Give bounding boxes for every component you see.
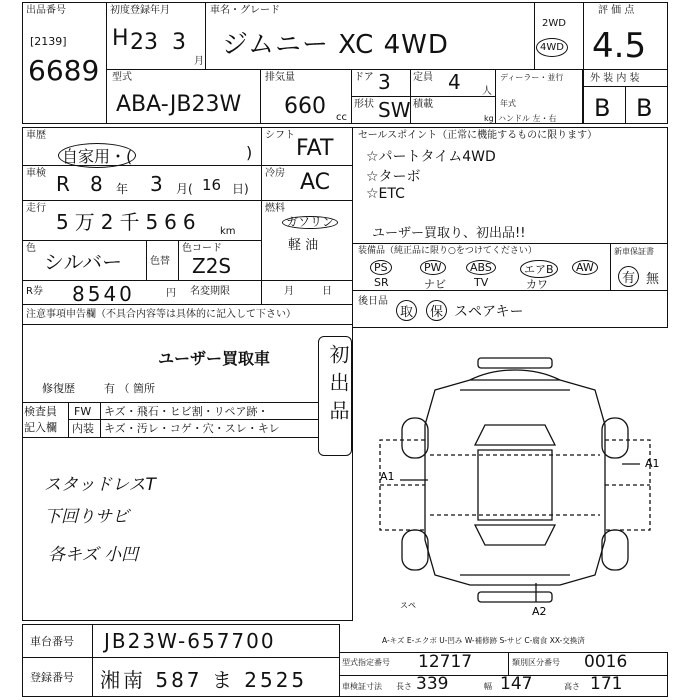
mileage-value: 5万2千566 bbox=[56, 210, 202, 234]
name-change-day: 日 bbox=[322, 286, 332, 297]
drive-4wd-text: 4WD bbox=[540, 42, 564, 53]
color-code-value: Z2S bbox=[192, 254, 232, 278]
drive-4wd bbox=[536, 38, 568, 57]
length-value: 339 bbox=[416, 674, 449, 694]
lot-label: 出品番号 bbox=[26, 5, 66, 16]
mileage-label: 走行 bbox=[26, 203, 46, 214]
inspection-era: R bbox=[56, 172, 72, 196]
grade-label: 評 価 点 bbox=[598, 5, 635, 16]
inspection-label: 車検 bbox=[26, 168, 46, 179]
first-reg-month: 3 bbox=[172, 30, 186, 55]
interior-items: キズ・汚レ・コゲ・穴・スレ・キレ bbox=[104, 422, 280, 435]
history-value bbox=[58, 143, 136, 168]
first-reg-label: 初度登録年月 bbox=[110, 5, 170, 16]
fw-items: キズ・飛石・ヒビ割・リペア跡・ bbox=[104, 405, 269, 418]
type-designation-value: 12717 bbox=[418, 652, 473, 672]
equip-tv: TV bbox=[474, 276, 489, 289]
inspector-label-2: 記入欄 bbox=[24, 421, 57, 434]
cooler-label: 冷房 bbox=[265, 168, 285, 179]
fuel-diesel: 軽 油 bbox=[288, 238, 319, 253]
fw-label: FW bbox=[74, 405, 92, 418]
equip-abs bbox=[466, 260, 496, 275]
first-reg-month-unit: 月 bbox=[194, 56, 204, 67]
inspection-month-unit: 月( bbox=[176, 182, 193, 196]
color-value: シルバー bbox=[44, 250, 123, 274]
sales-point-item-3: ☆ETC bbox=[366, 186, 405, 202]
inspection-month: 3 bbox=[150, 172, 165, 196]
height-value: 171 bbox=[590, 674, 623, 694]
equip-airbag-text: エアB bbox=[520, 260, 558, 278]
inspection-year: 8 bbox=[90, 172, 105, 196]
type-designation-label: 型式指定番号 bbox=[342, 658, 390, 667]
warranty-no: 無 bbox=[646, 272, 660, 287]
repair-value: 有 （ 箇所 bbox=[104, 382, 155, 395]
lot-number: 6689 bbox=[28, 54, 100, 87]
length-label: 長さ bbox=[396, 682, 412, 691]
height-label: 高さ bbox=[564, 682, 580, 691]
sales-point-note: ユーザー買取り、初出品!! bbox=[372, 226, 526, 241]
reg-label: 登録番号 bbox=[30, 671, 74, 684]
model-value: ABA-JB23W bbox=[116, 92, 242, 117]
accessory-item-1 bbox=[396, 300, 417, 321]
diagram-label-a2: A2 bbox=[532, 605, 547, 618]
shift-label: シフト bbox=[265, 130, 295, 141]
capacity-label: 定員 bbox=[413, 72, 433, 83]
shape-value: SW bbox=[378, 98, 411, 122]
warranty-label: 新車保証書 bbox=[614, 247, 654, 256]
equip-abs-text: ABS bbox=[466, 260, 496, 275]
diagram-label-a1-left: A1 bbox=[380, 470, 395, 483]
equip-ps bbox=[370, 260, 392, 275]
equip-navi: ナビ bbox=[424, 278, 446, 291]
notes-title: 注意事項申告欄（不具合内容等は具体的に記入して下さい） bbox=[26, 309, 296, 320]
color-code-label: 色コード bbox=[182, 243, 222, 254]
history-private: 自家用・( bbox=[58, 143, 136, 168]
ext-grade: B bbox=[594, 94, 611, 122]
handle-label: ハンドル 左・右 bbox=[498, 114, 557, 123]
reg-value: 湘南 587 ま 2525 bbox=[100, 668, 308, 692]
equip-sr: SR bbox=[374, 276, 389, 289]
model-label: 型式 bbox=[112, 72, 132, 83]
person-unit: 人 bbox=[482, 86, 492, 97]
load-label: 積載 bbox=[413, 99, 433, 110]
inspection-year-unit: 年 bbox=[116, 182, 129, 196]
shape-label: 形状 bbox=[354, 99, 374, 110]
equip-leather: カワ bbox=[526, 278, 548, 291]
sales-point-title: セールスポイント（正常に機能するものに限ります） bbox=[358, 130, 598, 141]
handwritten-note-1: スタッドレスT bbox=[44, 475, 156, 495]
inspector-label-1: 検査員 bbox=[24, 405, 57, 418]
width-label: 幅 bbox=[484, 682, 492, 691]
equip-pw-text: PW bbox=[420, 260, 446, 275]
accessory-item-2 bbox=[426, 300, 447, 321]
diagram-label-a1-right: A1 bbox=[645, 457, 660, 470]
warranty-yes bbox=[618, 266, 639, 287]
year-label: 年式 bbox=[500, 99, 516, 108]
repaint-label: 色替 bbox=[150, 256, 170, 267]
inspection-day: 16 bbox=[202, 176, 222, 194]
first-reg-year: 23 bbox=[130, 30, 158, 55]
class-label: 類別区分番号 bbox=[512, 658, 560, 667]
fuel-gasoline-text: ガソリン bbox=[282, 216, 338, 229]
width-value: 147 bbox=[500, 674, 533, 694]
yen-unit: 円 bbox=[166, 288, 176, 299]
repair-label: 修復歴 bbox=[42, 382, 75, 395]
accessory-item-1-text: 取 bbox=[396, 300, 417, 321]
vehicle-size-label: 車検証寸法 bbox=[342, 682, 382, 691]
accessories-label: 後日品 bbox=[358, 296, 388, 307]
equipment-title: 装備品（純正品に限り○をつけてください） bbox=[358, 246, 537, 256]
chassis-label: 車台番号 bbox=[30, 635, 74, 648]
warranty-yes-text: 有 bbox=[618, 266, 639, 287]
notes-main-text: ユーザー買取車 bbox=[158, 349, 271, 368]
handwritten-note-3: 各キズ 小凹 bbox=[48, 545, 139, 565]
history-label: 車歴 bbox=[26, 130, 46, 141]
doors-label: ドア bbox=[354, 72, 374, 83]
equip-ps-text: PS bbox=[370, 260, 392, 275]
name-change-label: 名変期限 bbox=[190, 286, 230, 297]
drive-2wd: 2WD bbox=[542, 18, 566, 29]
equip-aw bbox=[572, 260, 598, 275]
history-close: ) bbox=[246, 143, 253, 162]
cooler-value: AC bbox=[300, 170, 331, 195]
capacity-value: 4 bbox=[448, 70, 461, 94]
equip-aw-text: AW bbox=[572, 260, 598, 275]
grade-value: 4.5 bbox=[592, 26, 647, 66]
equip-pw bbox=[420, 260, 446, 275]
car-name-label: 車名・グレード bbox=[210, 5, 280, 16]
accessory-item-2-text: 保 bbox=[426, 300, 447, 321]
drive-cell bbox=[534, 2, 584, 70]
first-listing-text: 初出品 bbox=[326, 344, 350, 428]
dealer-label: ディーラー・並行 bbox=[500, 73, 564, 82]
car-name-value: ジムニー XC 4WD bbox=[222, 30, 449, 60]
diagram-label-front: スペ bbox=[400, 601, 416, 610]
diagram-legend: A-キズ E-エクボ U-凹み W-補修跡 S-サビ C-腐食 XX-交換済 bbox=[382, 636, 585, 645]
int-grade: B bbox=[636, 94, 653, 122]
sales-point-item-2: ☆ターボ bbox=[366, 169, 421, 185]
fuel-label: 燃料 bbox=[265, 203, 285, 214]
lot-small: [2139] bbox=[30, 35, 67, 48]
displacement-value: 660 bbox=[284, 94, 326, 119]
recycle-value: 8540 bbox=[72, 282, 135, 306]
cc-unit: cc bbox=[336, 112, 347, 123]
class-value: 0016 bbox=[584, 652, 628, 672]
color-label: 色 bbox=[26, 243, 36, 254]
chassis-value: JB23W-657700 bbox=[104, 629, 276, 653]
accessory-item-3: スペアキー bbox=[454, 304, 524, 320]
doors-value: 3 bbox=[378, 70, 391, 94]
ext-int-label: 外 装 内 装 bbox=[590, 73, 640, 84]
recycle-label: R券 bbox=[26, 286, 43, 297]
kg-unit: kg bbox=[484, 114, 494, 123]
interior-label: 内装 bbox=[72, 422, 94, 435]
inspection-day-unit: 日) bbox=[232, 182, 249, 196]
name-change-month: 月 bbox=[284, 286, 294, 297]
sales-point-item-1: ☆パートタイム4WD bbox=[366, 149, 496, 165]
displacement-label: 排気量 bbox=[265, 72, 295, 83]
shift-value: FAT bbox=[296, 136, 334, 161]
fuel-gasoline bbox=[282, 216, 338, 229]
vehicle-damage-diagram bbox=[360, 330, 670, 620]
handwritten-note-2: 下回りサビ bbox=[44, 507, 129, 527]
km-unit: km bbox=[220, 226, 236, 237]
first-reg-era: H bbox=[112, 26, 129, 51]
